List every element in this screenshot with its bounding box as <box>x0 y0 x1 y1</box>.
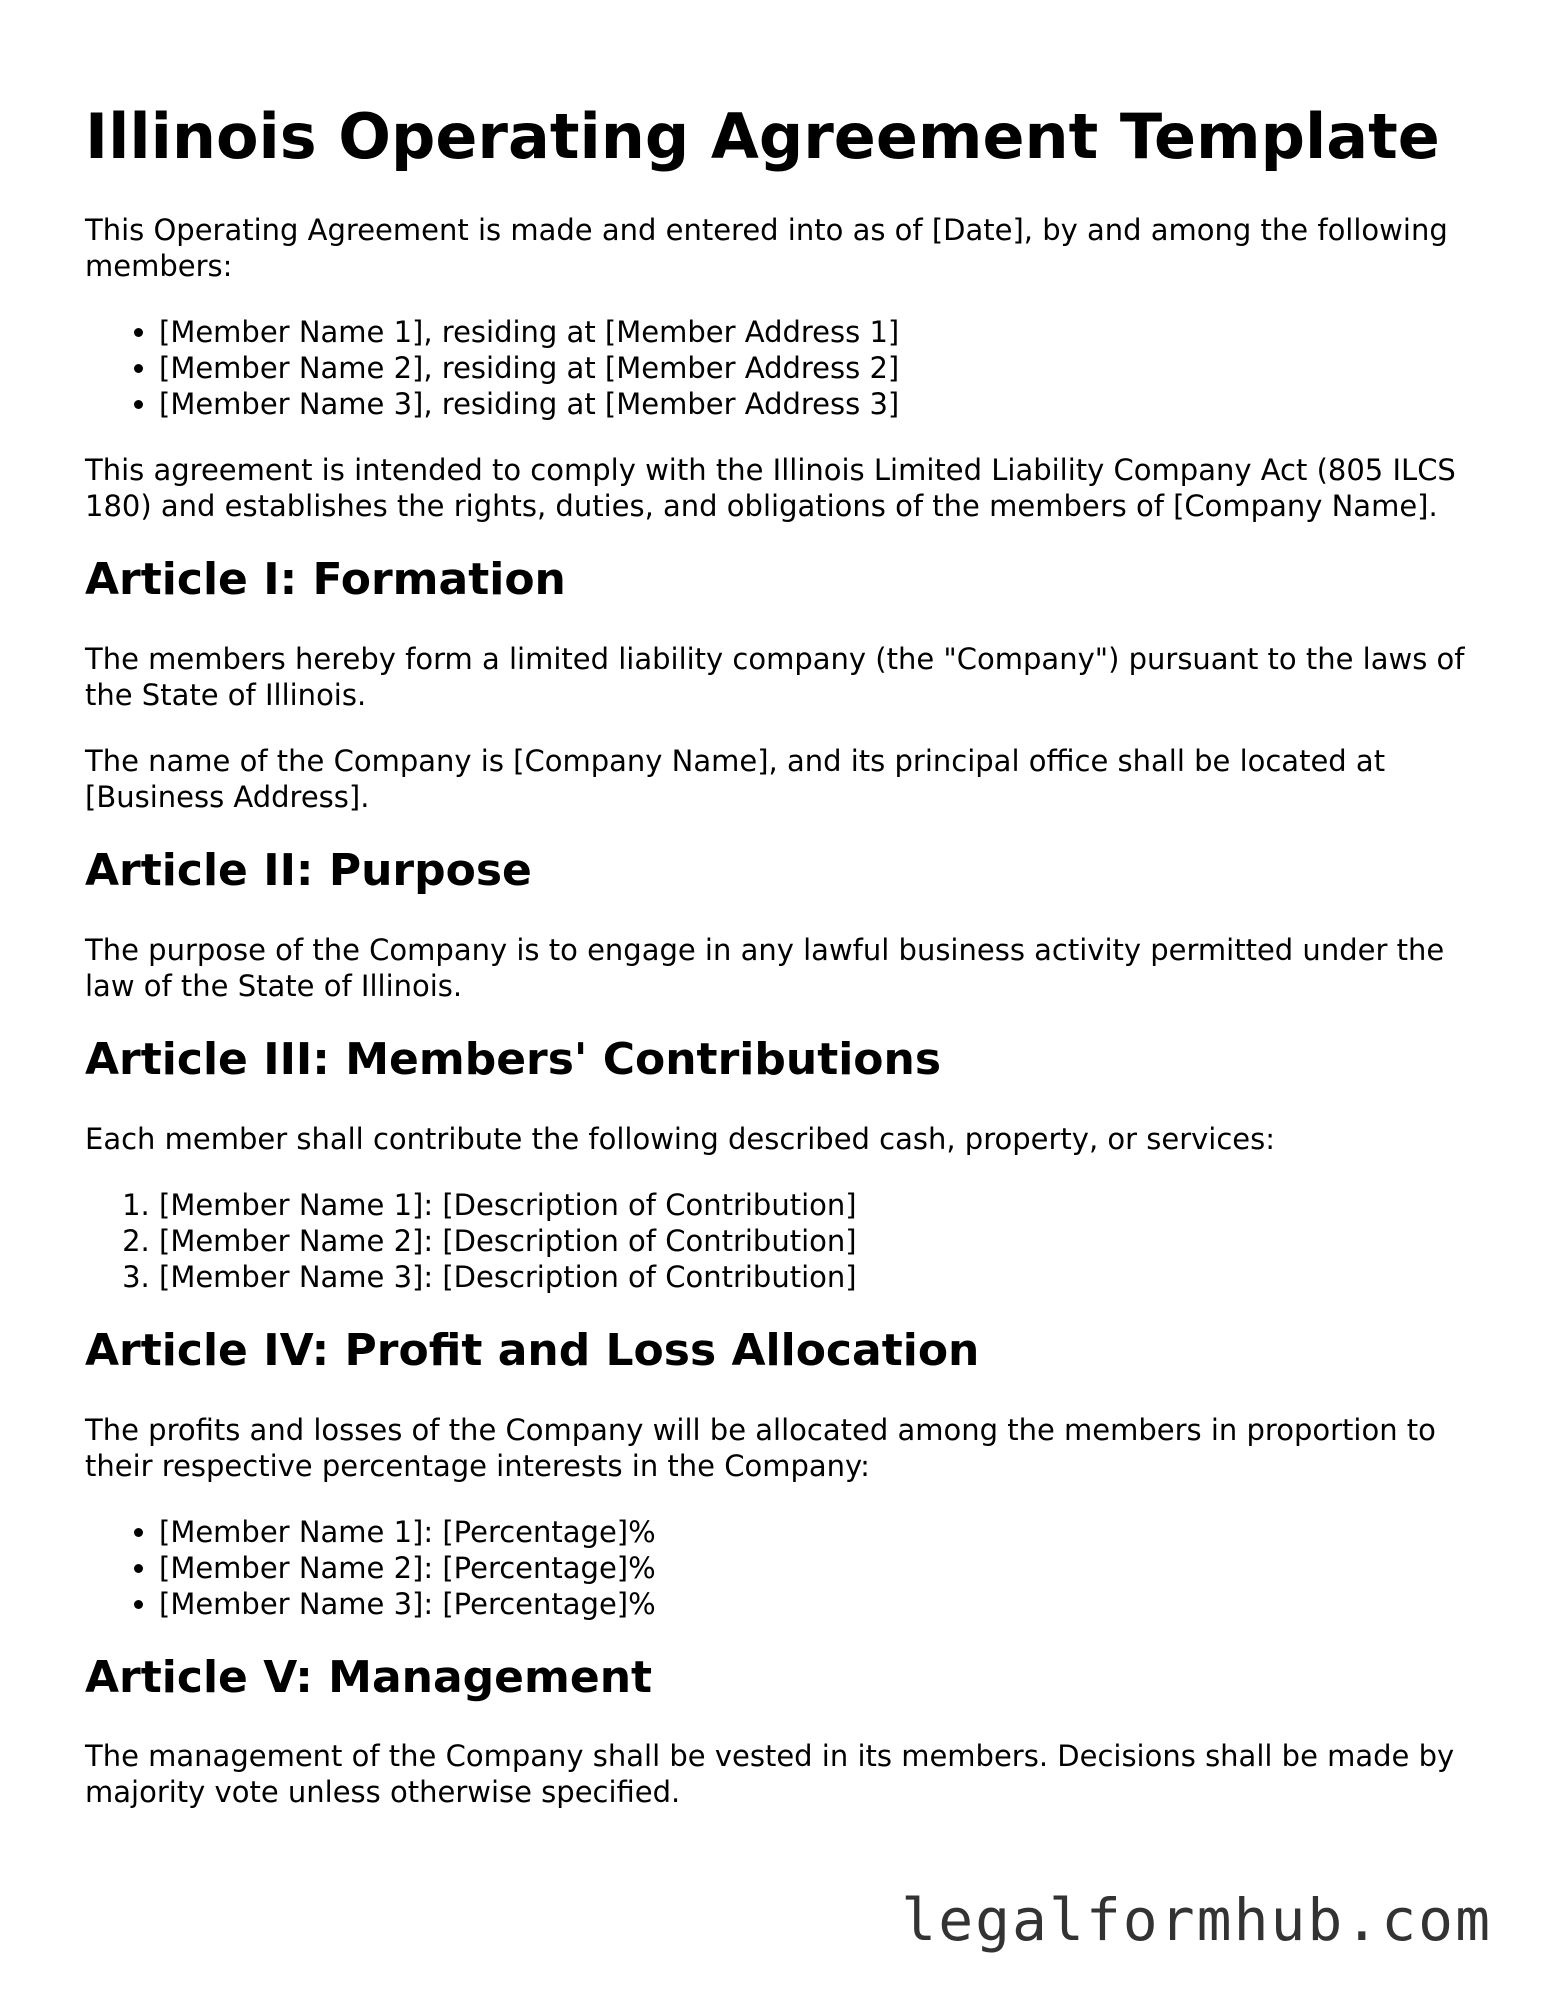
intro-paragraph: This Operating Agreement is made and entered into as of [Date], by and among the following members: <box>85 213 1448 284</box>
list-item: 1. [Member Name 1]: [Description of Contribution] <box>159 1187 1465 1223</box>
article-5-heading: Article V: Management <box>85 1651 653 1703</box>
article-2-paragraph: The purpose of the Company is to engage in any lawful business activity permitted under the law of the State of Illinois. <box>85 932 1445 1003</box>
list-item: • [Member Name 2], residing at [Member Address 2] <box>159 350 1465 386</box>
list-item: • [Member Name 1], residing at [Member Address 1] <box>159 314 1465 350</box>
article-2-heading: Article II: Purpose <box>85 845 532 897</box>
article-4-paragraph: The profits and losses of the Company will be allocated among the members in proportion to their respective percentage interests in the Company: <box>85 1412 1436 1483</box>
list-item: 2. [Member Name 2]: [Description of Contribution] <box>159 1223 1465 1259</box>
article-3-paragraph: Each member shall contribute the following described cash, property, or services: <box>85 1121 1276 1156</box>
list-item: 3. [Member Name 3]: [Description of Contribution] <box>159 1259 1465 1295</box>
article-1-paragraph: The name of the Company is [Company Name], and its principal office shall be located at [Business Address]. <box>85 744 1386 815</box>
allocation-list <box>85 1514 1465 1622</box>
article-3-heading: Article III: Members' Contributions <box>85 1033 942 1085</box>
contributions-list <box>85 1187 1465 1295</box>
article-4-heading: Article IV: Profit and Loss Allocation <box>85 1324 980 1376</box>
list-item: • [Member Name 2]: [Percentage]% <box>159 1550 1465 1586</box>
article-5-paragraph: The management of the Company shall be vested in its members. Decisions shall be made by majority vote unless otherwise specified. <box>85 1739 1455 1810</box>
article-1-heading: Article I: Formation <box>85 554 566 606</box>
list-item: • [Member Name 3]: [Percentage]% <box>159 1586 1465 1622</box>
document-title: Illinois Operating Agreement Template <box>85 100 1440 173</box>
watermark: legalformhub.com <box>901 1886 1492 1954</box>
list-item: • [Member Name 1]: [Percentage]% <box>159 1514 1465 1550</box>
list-item: • [Member Name 3], residing at [Member Address 3] <box>159 386 1465 422</box>
members-list <box>85 314 1465 422</box>
document-page <box>85 100 1465 1840</box>
article-1-paragraph: The members hereby form a limited liability company (the "Company") pursuant to the laws of the State of Illinois. <box>85 642 1465 713</box>
compliance-paragraph: This agreement is intended to comply with the Illinois Limited Liability Company Act (805 ILCS 180) and establishes the rights, duties, and obligations of the members of [Company Name]. <box>85 453 1456 524</box>
